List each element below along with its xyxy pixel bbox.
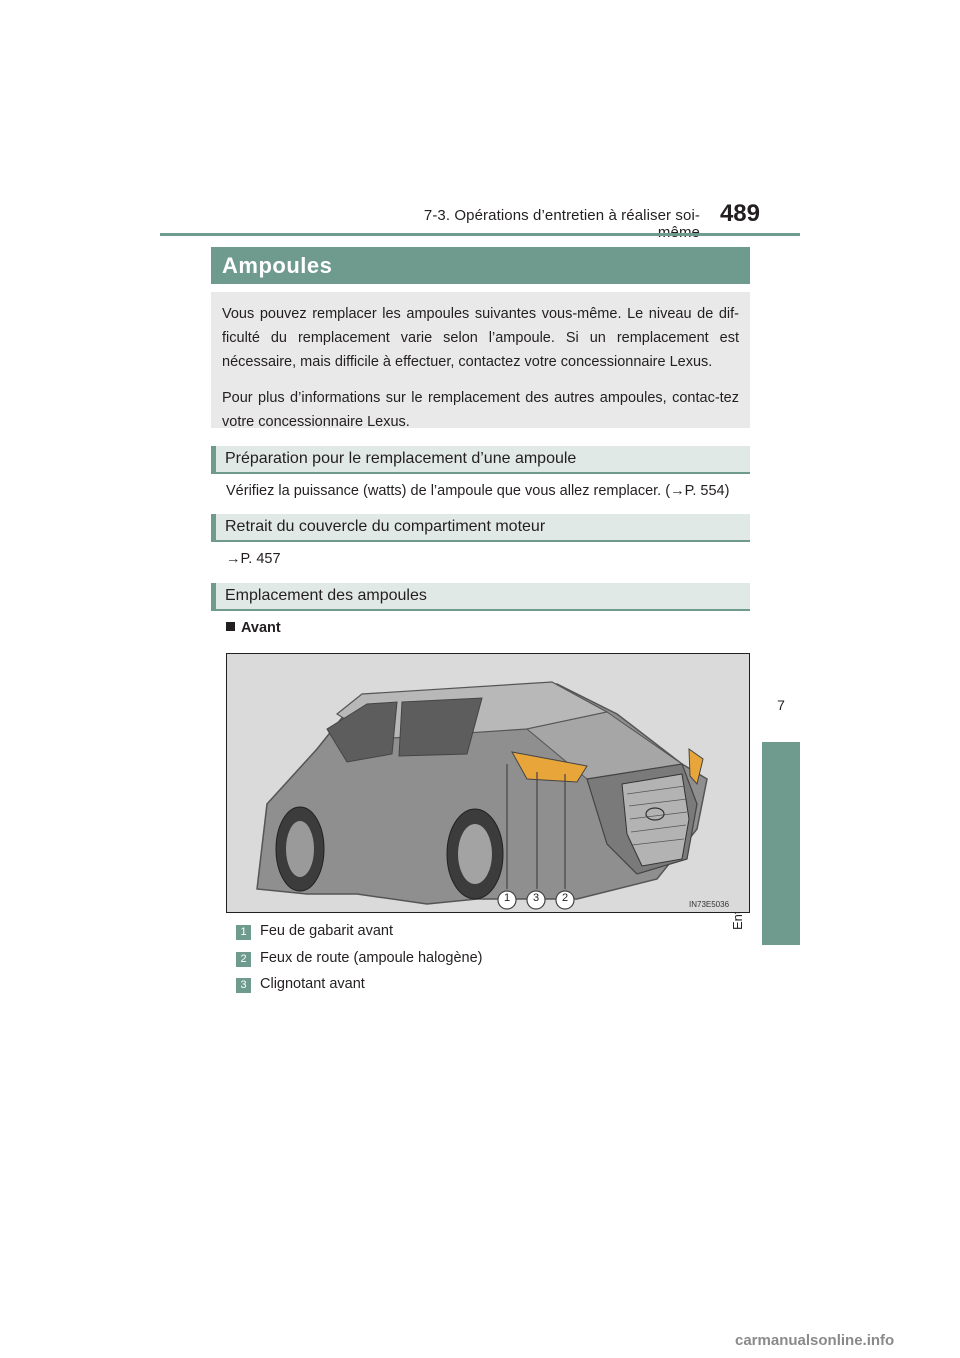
section-text-cover-removal: →P. 457 <box>226 551 281 567</box>
subheading-front: Avant <box>226 620 281 636</box>
intro-paragraph-1: Vous pouvez remplacer les ampoules suivantes vous-même. Le niveau de dif-ficulté du remplacement varie selon l’ampoule. Si un remplacement est nécessaire, mais difficile à effectuer, contactez votre concessionnaire Lexus. <box>222 306 739 370</box>
section-heading-preparation: Préparation pour le remplacement d’une ampoule <box>211 446 750 474</box>
section-text-preparation: Vérifiez la puissance (watts) de l’ampoule que vous allez remplacer. (→P. 554) <box>226 483 730 499</box>
legend-text-3: Clignotant avant <box>260 976 365 992</box>
callout-3: 3 <box>532 892 540 904</box>
square-bullet-icon <box>226 622 235 631</box>
callout-1: 1 <box>503 892 511 904</box>
legend-number-2: 2 <box>236 952 251 967</box>
watermark: carmanualsonline.info <box>735 1332 895 1349</box>
car-front-figure <box>226 653 750 913</box>
legend-text-1: Feu de gabarit avant <box>260 923 394 939</box>
header-divider <box>160 233 800 236</box>
legend-number-3: 3 <box>236 978 251 993</box>
intro-paragraph-2: Pour plus d’informations sur le remplacement des autres ampoules, contac-tez votre concessionnaire Lexus. <box>222 390 739 430</box>
page-title: Ampoules <box>222 253 333 278</box>
section-heading-bulb-location: Emplacement des ampoules <box>211 583 750 611</box>
page-number: 489 <box>719 200 760 227</box>
chapter-header: 7-3. Opérations d’entretien à réaliser soi- <box>423 207 700 224</box>
page-title-bar <box>211 247 750 284</box>
intro-box <box>211 292 750 428</box>
car-illustration <box>227 654 750 913</box>
side-tab-number: 7 <box>777 697 785 713</box>
side-tab <box>762 742 800 945</box>
figure-code: IN73E5036 <box>689 900 730 909</box>
legend-text-2: Feux de route (ampoule halogène) <box>260 950 483 966</box>
callout-2: 2 <box>561 892 569 904</box>
section-heading-cover-removal: Retrait du couvercle du compartiment moteur <box>211 514 750 542</box>
legend-number-1: 1 <box>236 925 251 940</box>
